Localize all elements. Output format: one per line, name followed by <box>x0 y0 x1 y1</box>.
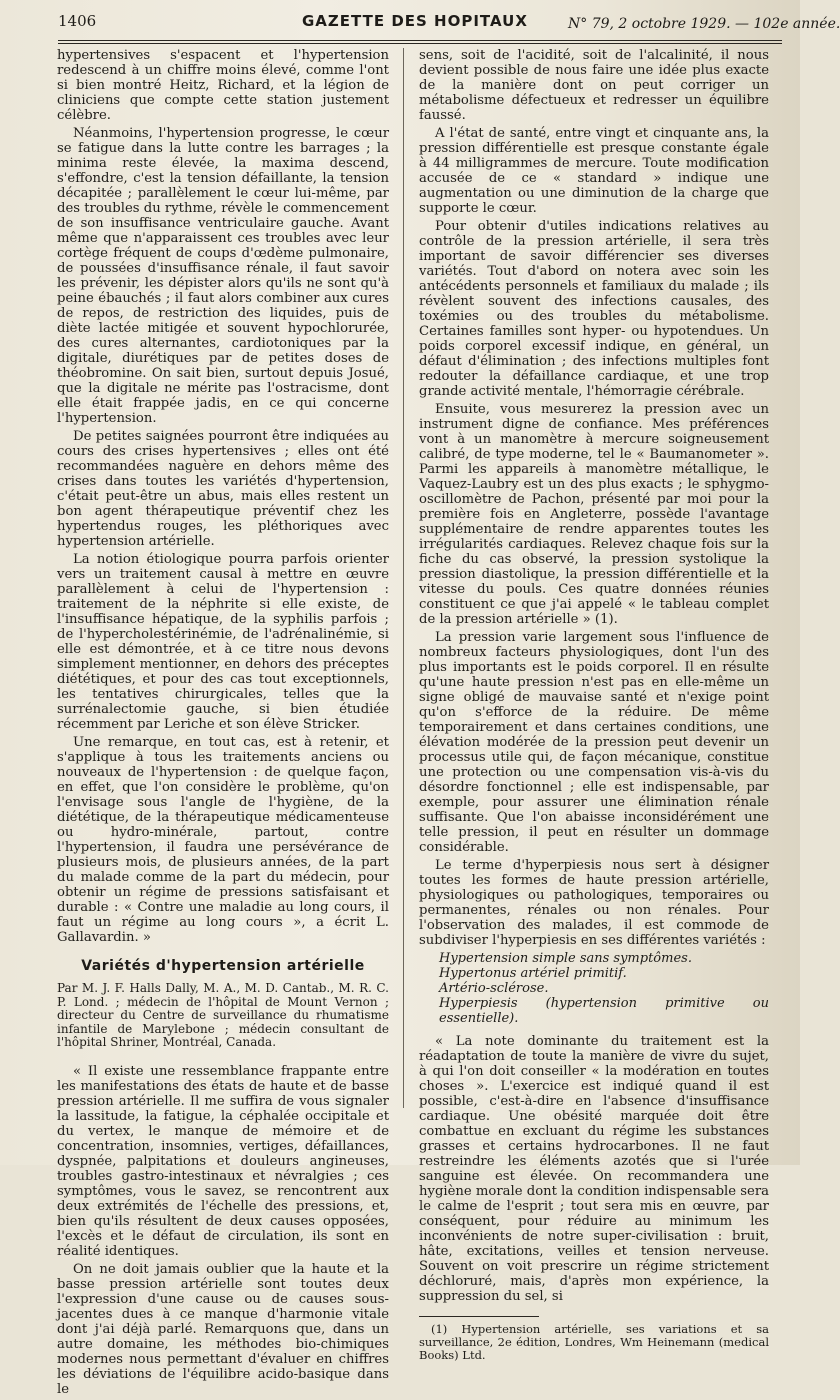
paragraph: La notion étiologique pourra parfois orienter vers un traitement causal à mettre en œuvre parallèlement à celui de l'hypertension : traitement de la néphrite si elle existe, de l'insuffisance hépatique, de la syphilis parfois ; de l'hypercholestérinémie, de l'adrénalinémie, si elle est démontrée, et à ce titre nous devons simplement mentionner, en dehors des préceptes diététiques, et pour des cas tout exceptionnels, les tentatives chirurgicales, telles que la surrénalectomie gauche, si bien étudiée récemment par Leriche et son élève Stricker. <box>57 552 389 732</box>
paragraph: La pression varie largement sous l'influence de nombreux facteurs physiologiques, dont l'un des plus importants est le poids corporel. Il en résulte qu'une haute pression n'est pas en elle-même un signe obligé de mauvaise santé et n'exige point qu'on s'efforce de la réduire. De même temporairement et dans certaines conditions, une élévation modérée de la pression peut devenir un processus utile qui, de façon mécanique, constitue une protection ou une compensation vis-à-vis du désordre fonctionnel ; elle est indispensable, par exemple, pour assurer une élimination rénale suffisante. Que l'on abaisse inconsidérément une telle pression, il peut en résulter un dommage considérable. <box>419 630 769 855</box>
left-column <box>57 48 389 1400</box>
author-byline: Par M. J. F. Halls Dally, M. A., M. D. Cantab., M. R. C. P. Lond. ; médecin de l'hôpital de Mount Vernon ; directeur du Centre de surveillance du rhumatisme infantile de Marylebone ; médecin consultant de l'hôpital Shriner, Montréal, Canada. <box>57 981 389 1049</box>
list-item: Hypertonus artériel primitif. <box>439 966 627 981</box>
paragraph: De petites saignées pourront être indiquées au cours des crises hypertensives ; elles ont été recommandées naguère en dehors même des crises dans toutes les variétés d'hypertension, c'était peut-être un abus, mais elles restent un bon agent thérapeutique préventif chez les hypertendus rouges, les pléthoriques avec hypertension artérielle. <box>57 429 389 549</box>
page-header <box>58 10 840 36</box>
paragraph: « Il existe une ressemblance frappante entre les manifestations des états de haute et de basse pression artérielle. Il me suffira de vous signaler la lassitude, la fatigue, la céphalée occipitale et du vertex, le manque de mémoire et de concentration, insomnies, vertiges, défaillances, dyspnée, palpitations et douleurs angineuses, troubles gastro-intestinaux et névralgies ; ces symptômes, vous le savez, se rencontrent aux deux extrémités de l'échelle des pressions, et, bien qu'ils résultent de deux causes opposées, l'excès et le défaut de circulation, ils sont en réalité identiques. <box>57 1063 389 1259</box>
paragraph: Le terme d'hyperpiesis nous sert à désigner toutes les formes de haute pression artérielle, physiologiques ou pathologiques, temporaires ou permanentes, rénales ou non rénales. Pour l'observation des malades, il est commode de subdiviser l'hyperpiesis en ses différentes variétés : <box>419 858 769 948</box>
paragraph: Ensuite, vous mesurerez la pression avec un instrument digne de confiance. Mes préférences vont à un manomètre à mercure soigneusement calibré, de type moderne, tel le « Baumanometer ». Parmi les appareils à manomètre métallique, le Vaquez-Laubry est un des plus exacts ; le sphygmo-oscillomètre de Pachon, présenté par moi pour la première fois en Angleterre, possède l'avantage supplémentaire de rendre apparentes toutes les irrégularités cardiaques. Relevez chaque fois sur la fiche du cas observé, la pression systolique la pression diastolique, la pression différentielle et la vitesse du pouls. Ces quatre données réunies constituent ce que j'ai appelé « le tableau complet de la pression artérielle » (1). <box>419 402 769 627</box>
varieties-list <box>419 951 769 1026</box>
list-item: Hyperpiesis (hypertension primitive ou essentielle). <box>439 996 769 1026</box>
paragraph: Pour obtenir d'utiles indications relatives au contrôle de la pression artérielle, il sera très important de savoir différencier ses diverses variétés. Tout d'abord on notera avec soin les antécédents personnels et familiaux du malade ; ils révèlent souvent des infections causales, des toxémies ou des troubles du métabolisme. Certaines familles sont hyper- ou hypotendues. Un poids corporel excessif indique, en général, un défaut d'élimination ; des infections multiples font redouter la défaillance cardiaque, et une trop grande activité mentale, l'hémorragie cérébrale. <box>419 219 769 399</box>
issue-info: N° 79, 2 octobre 1929. — 102e année. <box>568 16 840 32</box>
paragraph: A l'état de santé, entre vingt et cinquante ans, la pression différentielle est presque constante égale à 44 milligrammes de mercure. Toute modification accusée de ce « standard » indique une augmentation ou une diminution de la charge que supporte le cœur. <box>419 126 769 216</box>
paragraph: sens, soit de l'acidité, soit de l'alcalinité, il nous devient possible de nous faire une idée plus exacte de la manière dont on peut corriger un métabolisme défectueux et redresser un équilibre faussé. <box>419 48 769 123</box>
column-divider <box>403 48 404 1108</box>
list-item: Hypertension simple sans symptômes. <box>439 951 692 966</box>
masthead: GAZETTE DES HOPITAUX <box>302 12 528 30</box>
paragraph: « La note dominante du traitement est la réadaptation de toute la manière de vivre du sujet, à qui l'on doit conseiller « la modération en toutes choses ». L'exercice est indiqué quand il est possible, c'est-à-dire en l'absence d'insuffisance cardiaque. Une obésité marquée doit être combattue en excluant du régime les substances grasses et certains hydrocarbones. Il ne faut restreindre les éléments azotés que si l'urée sanguine est élevée. On recommandera une hygiène morale dont la condition indispensable sera le calme de l'esprit ; tout sera mis en œuvre, par conséquent, pour réduire au minimum les inconvénients de notre super-civilisation : bruit, hâte, excitations, veilles et tension nerveuse. Souvent on voit prescrire un régime strictement déchloruré, mais, d'après mon expérience, la suppression du sel, si <box>419 1034 769 1304</box>
right-column <box>419 48 769 1365</box>
footnote-rule <box>419 1316 539 1317</box>
paragraph: On ne doit jamais oublier que la haute et la basse pression artérielle sont toutes deux l'expression d'une cause ou de causes sous-jacentes dues à ce manque d'harmonie vitale dont j'ai déjà parlé. Remarquons que, dans un autre domaine, les méthodes bio-chimiques modernes nous permettant d'évaluer en chiffres les déviations de l'équilibre acido-basique dans le <box>57 1261 389 1397</box>
paragraph: Néanmoins, l'hypertension progresse, le cœur se fatigue dans la lutte contre les barrages ; la minima reste élevée, la maxima descend, s'effondre, c'est la tension défaillante, la tension décapitée ; parallèlement le cœur lui-même, par des troubles du rythme, révèle le commencement de son insuffisance ventriculaire gauche. Avant même que n'apparaissent ces troubles avec leur cortège fréquent de coups d'œdème pulmonaire, de poussées d'insuffisance rénale, il faut savoir les prévenir, les dépister alors qu'ils ne sont qu'à peine ébauchés ; il faut alors combiner aux cures de repos, de restriction des liquides, puis de diète lactée mitigée et souvent hypochlorurée, des cures alternantes, cardiotoniques par la digitale, diurétiques par de petites doses de théobromine. On sait bien, surtout depuis Josué, que la digitale ne mérite pas l'ostracisme, dont elle était frappée jadis, en ce qui concerne l'hypertension. <box>57 126 389 426</box>
section-title: Variétés d'hypertension artérielle <box>81 958 365 974</box>
footnote: (1) Hypertension artérielle, ses variations et sa surveillance, 2e édition, Londres, Wm Heinemann (medical Books) Ltd. <box>419 1322 769 1362</box>
paragraph: hypertensives s'espacent et l'hypertension redescend à un chiffre moins élevé, comme l'ont si bien montré Heitz, Richard, et la légion de cliniciens que compte cette station justement célèbre. <box>57 48 389 123</box>
paragraph: Une remarque, en tout cas, est à retenir, et s'applique à tous les traitements anciens ou nouveaux de l'hypertension : de quelque façon, en effet, que l'on considère le problème, qu'on l'envisage sous l'angle de l'hygiène, de la diététique, de la thérapeutique médicamenteuse ou hydro-minérale, partout, contre l'hypertension, il faudra une persévérance de plusieurs mois, de plusieurs années, de la part du malade comme de la part du médecin, pour obtenir un régime de pressions satisfaisant et durable : « Contre une maladie au long cours, il faut un régime au long cours », a écrit L. Gallavardin. » <box>57 735 389 945</box>
list-item: Artério-sclérose. <box>439 981 549 996</box>
header-rule <box>58 40 782 44</box>
page-number: 1406 <box>58 12 97 30</box>
